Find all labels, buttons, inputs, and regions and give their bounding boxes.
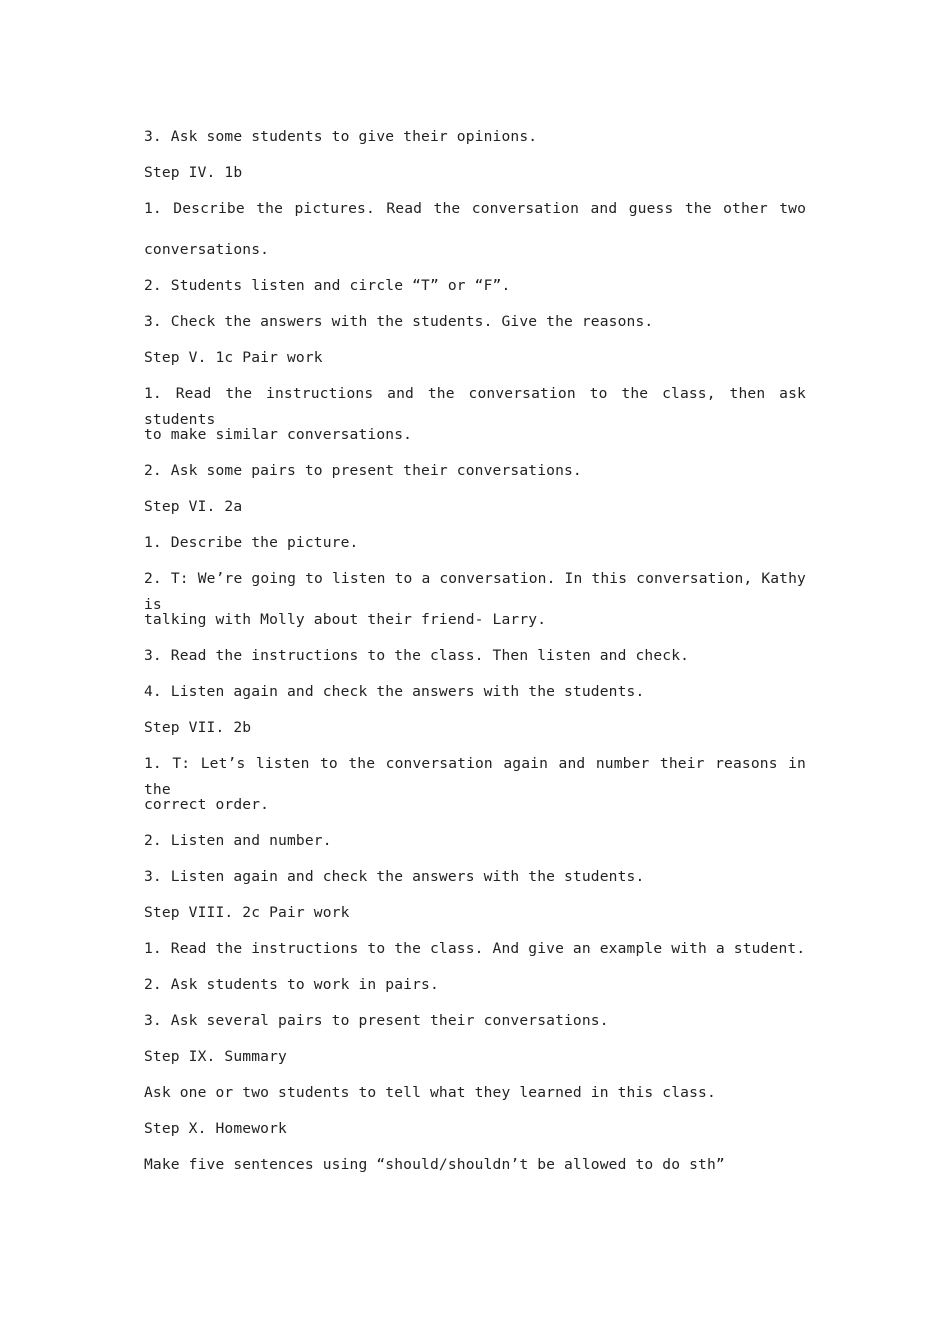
text-line: Ask one or two students to tell what they learned in this class. bbox=[144, 1084, 716, 1101]
text-line: 1. T: Let’s listen to the conversation again and number their reasons in the bbox=[144, 755, 806, 798]
step-heading: Step IX. Summary bbox=[144, 1048, 287, 1065]
text-line: correct order. bbox=[144, 796, 270, 813]
text-line: 3. Listen again and check the answers with the students. bbox=[144, 868, 645, 885]
text-line: 3. Ask several pairs to present their conversations. bbox=[144, 1012, 609, 1029]
step-heading: Step VI. 2a bbox=[144, 498, 243, 515]
text-line: 1. Read the instructions to the class. And give an example with a student. bbox=[144, 940, 806, 957]
text-line: 2. Students listen and circle “T” or “F”. bbox=[144, 277, 511, 294]
step-heading: Step IV. 1b bbox=[144, 164, 243, 181]
text-line: to make similar conversations. bbox=[144, 426, 413, 443]
text-line: 3. Check the answers with the students. Give the reasons. bbox=[144, 313, 654, 330]
step-heading: Step VIII. 2c Pair work bbox=[144, 904, 350, 921]
step-heading: Step X. Homework bbox=[144, 1120, 287, 1137]
text-line: 2. Listen and number. bbox=[144, 832, 332, 849]
document-body bbox=[144, 124, 806, 1188]
step-heading: Step V. 1c Pair work bbox=[144, 349, 323, 366]
text-line: 1. Describe the picture. bbox=[144, 534, 359, 551]
text-line: conversations. bbox=[144, 241, 270, 258]
step-heading: Step VII. 2b bbox=[144, 719, 252, 736]
text-line: talking with Molly about their friend- Larry. bbox=[144, 611, 547, 628]
text-line: 2. Ask some pairs to present their conversations. bbox=[144, 462, 582, 479]
text-line: Make five sentences using “should/shouldn’t be allowed to do sth” bbox=[144, 1156, 725, 1173]
text-line: 3. Ask some students to give their opinions. bbox=[144, 128, 538, 145]
text-line: 1. Describe the pictures. Read the conversation and guess the other two bbox=[144, 200, 806, 217]
text-line: 3. Read the instructions to the class. Then listen and check. bbox=[144, 647, 690, 664]
text-line: 4. Listen again and check the answers with the students. bbox=[144, 683, 645, 700]
text-line: 1. Read the instructions and the conversation to the class, then ask students bbox=[144, 385, 806, 428]
text-line: 2. T: We’re going to listen to a conversation. In this conversation, Kathy is bbox=[144, 570, 806, 613]
text-line: 2. Ask students to work in pairs. bbox=[144, 976, 439, 993]
